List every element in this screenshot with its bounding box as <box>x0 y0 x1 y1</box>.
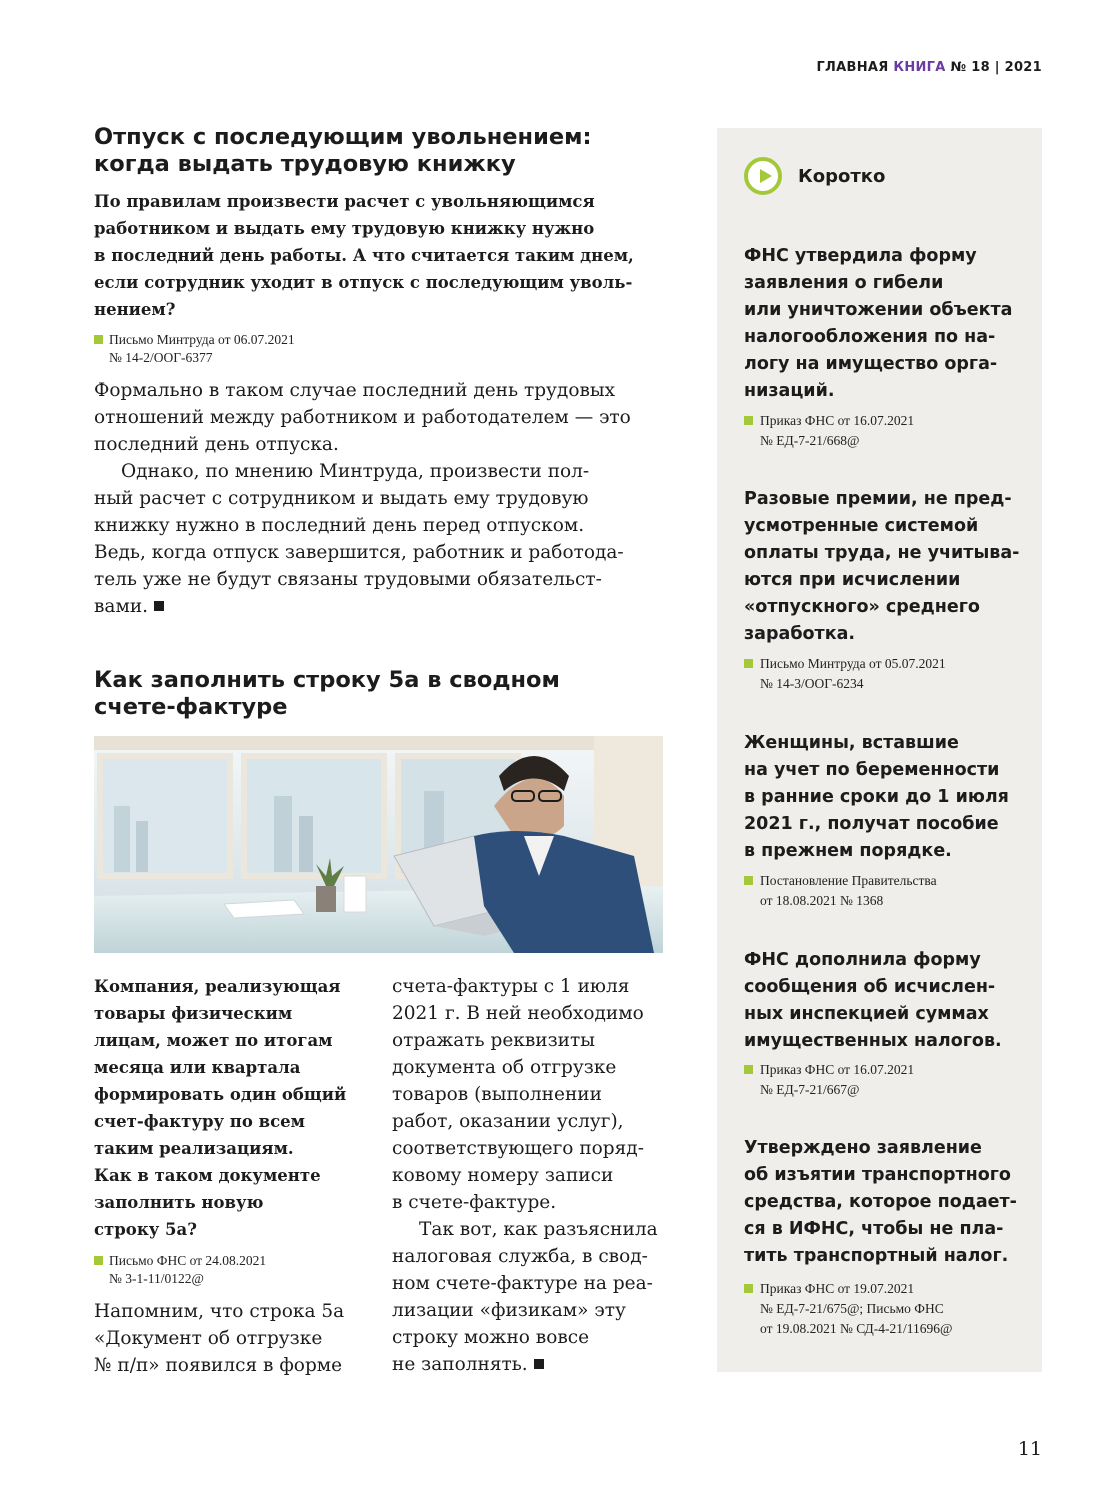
article2-source <box>94 1252 364 1288</box>
source-line: от 19.08.2021 № СД-4-21/11696@ <box>760 1321 953 1336</box>
body-line: тель уже не будут связаны трудовыми обязательст- <box>94 569 602 590</box>
headline-line: сообщения об исчислен- <box>744 977 996 997</box>
headline-line: тить транспортный налог. <box>744 1246 1009 1266</box>
lead-line: в последний день работы. А что считается таким днем, <box>94 246 634 265</box>
lead-line: Компания, реализующая <box>94 977 341 996</box>
source-line: № 3-1-11/0122@ <box>109 1271 204 1286</box>
body-line: Ведь, когда отпуск завершится, работник и работода- <box>94 542 624 563</box>
article2-body-col1 <box>94 1298 374 1379</box>
headline-line: Разовые премии, не пред- <box>744 489 1012 509</box>
issue-number: № 18 | 2021 <box>950 60 1042 75</box>
sidebar-title-label: Коротко <box>798 165 886 187</box>
article2-lead <box>94 973 364 1243</box>
body-line: лизации «физикам» эту <box>392 1300 626 1321</box>
source-line: № 14-3/ООГ-6234 <box>760 676 864 691</box>
headline-line: заработка. <box>744 624 856 644</box>
headline-line: на учет по беременности <box>744 760 1000 780</box>
headline-line: средства, которое подает- <box>744 1192 1017 1212</box>
article1-body <box>94 377 664 620</box>
headline-line: ных инспекцией суммах <box>744 1004 989 1024</box>
lead-line: нением? <box>94 300 176 319</box>
article1-title <box>94 124 654 178</box>
body-line: Формально в таком случае последний день трудовых <box>94 380 616 401</box>
headline-line: налогообложения по на- <box>744 327 996 347</box>
source-line: № ЕД-7-21/675@; Письмо ФНС <box>760 1301 944 1316</box>
end-mark-icon <box>534 1359 544 1369</box>
source-line: № ЕД-7-21/667@ <box>760 1082 860 1097</box>
magazine-name-accent: КНИГА <box>893 60 946 75</box>
body-line: Так вот, как разъяснила <box>419 1219 658 1240</box>
headline-line: Женщины, вставшие <box>744 733 959 753</box>
lead-line: заполнить новую <box>94 1193 264 1212</box>
body-line: не заполнять. <box>392 1354 528 1375</box>
body-line: налоговая служба, в свод- <box>392 1246 648 1267</box>
sidebar-item-headline <box>744 486 1029 648</box>
sidebar-item-source <box>744 1060 1029 1100</box>
title-line: Как заполнить строку 5а в сводном <box>94 667 560 693</box>
play-icon <box>744 157 782 195</box>
headline-line: низаций. <box>744 381 835 401</box>
source-line: Приказ ФНС от 16.07.2021 <box>760 1062 915 1077</box>
source-line: Письмо ФНС от 24.08.2021 <box>109 1253 267 1268</box>
source-line: № 14-2/ООГ-6377 <box>109 350 213 365</box>
article2-body-col2 <box>392 973 667 1378</box>
body-line: последний день отпуска. <box>94 434 339 455</box>
sidebar-item-headline <box>744 947 1029 1055</box>
body-line: Однако, по мнению Минтруда, произвести пол- <box>121 461 590 482</box>
body-line: отражать реквизиты <box>392 1030 595 1051</box>
headline-line: заявления о гибели <box>744 273 944 293</box>
sidebar-item-source <box>744 1279 1029 1339</box>
sidebar-item-headline <box>744 1135 1029 1270</box>
sidebar-item-source <box>744 871 1029 911</box>
headline-line: в прежнем порядке. <box>744 841 952 861</box>
body-line: соответствующего поряд- <box>392 1138 644 1159</box>
running-header <box>816 60 1042 75</box>
body-line: ковому номеру записи <box>392 1165 614 1186</box>
article1-source <box>94 331 494 367</box>
source-line: № ЕД-7-21/668@ <box>760 433 860 448</box>
headline-line: в ранние сроки до 1 июля <box>744 787 1009 807</box>
magazine-name: ГЛАВНАЯ <box>816 60 889 75</box>
sidebar-item-source <box>744 654 1029 694</box>
body-line: «Документ об отгрузке <box>94 1328 323 1349</box>
headline-line: оплаты труда, не учитыва- <box>744 543 1020 563</box>
sidebar-item-headline <box>744 243 1029 405</box>
headline-line: «отпускного» среднего <box>744 597 980 617</box>
source-line: Приказ ФНС от 16.07.2021 <box>760 413 915 428</box>
office-photo-illustration <box>94 736 663 953</box>
body-line: документа об отгрузке <box>392 1057 617 1078</box>
headline-line: об изъятии транспортного <box>744 1165 1011 1185</box>
headline-line: логу на имущество орга- <box>744 354 998 374</box>
title-line: Отпуск с последующим увольнением: <box>94 124 592 150</box>
source-line: от 18.08.2021 № 1368 <box>760 893 884 908</box>
headline-line: ФНС дополнила форму <box>744 950 981 970</box>
lead-line: лицам, может по итогам <box>94 1031 333 1050</box>
source-line: Письмо Минтруда от 05.07.2021 <box>760 656 946 671</box>
body-line: книжку нужно в последний день перед отпуском. <box>94 515 585 536</box>
article1-lead <box>94 188 664 323</box>
title-line: когда выдать трудовую книжку <box>94 151 516 177</box>
lead-line: Как в таком документе <box>94 1166 321 1185</box>
body-line: в счете-фактуре. <box>392 1192 557 1213</box>
body-line: Напомним, что строка 5а <box>94 1301 345 1322</box>
body-line: товаров (выполнении <box>392 1084 602 1105</box>
lead-line: если сотрудник уходит в отпуск с последующим уволь- <box>94 273 633 292</box>
headline-line: имущественных налогов. <box>744 1031 1002 1051</box>
headline-line: ФНС утвердила форму <box>744 246 977 266</box>
body-line: № п/п» появился в форме <box>94 1355 343 1376</box>
lead-line: работником и выдать ему трудовую книжку нужно <box>94 219 595 238</box>
lead-line: месяца или квартала <box>94 1058 301 1077</box>
headline-line: усмотренные системой <box>744 516 979 536</box>
body-line: счета-фактуры с 1 июля <box>392 976 630 997</box>
sidebar-title <box>744 157 885 195</box>
body-line: ный расчет с сотрудником и выдать ему трудовую <box>94 488 589 509</box>
source-line: Письмо Минтруда от 06.07.2021 <box>109 332 295 347</box>
article2-title <box>94 667 654 721</box>
source-line: Приказ ФНС от 19.07.2021 <box>760 1281 915 1296</box>
headline-line: ся в ИФНС, чтобы не пла- <box>744 1219 1004 1239</box>
body-line: ном счете-фактуре на реа- <box>392 1273 653 1294</box>
headline-line: 2021 г., получат пособие <box>744 814 999 834</box>
body-line: отношений между работником и работодателем — это <box>94 407 631 428</box>
headline-line: или уничтожении объекта <box>744 300 1013 320</box>
lead-line: счет-фактуру по всем <box>94 1112 305 1131</box>
body-line: работ, оказании услуг), <box>392 1111 624 1132</box>
sidebar-item-headline <box>744 730 1029 865</box>
lead-line: По правилам произвести расчет с увольняющимся <box>94 192 595 211</box>
headline-line: ются при исчислении <box>744 570 961 590</box>
end-mark-icon <box>154 601 164 611</box>
lead-line: формировать один общий <box>94 1085 347 1104</box>
lead-line: строку 5а? <box>94 1220 197 1239</box>
lead-line: товары физическим <box>94 1004 293 1023</box>
body-line: вами. <box>94 596 149 617</box>
body-line: 2021 г. В ней необходимо <box>392 1003 644 1024</box>
title-line: счете-фактуре <box>94 694 288 720</box>
body-line: строку можно вовсе <box>392 1327 590 1348</box>
office-photo <box>94 736 663 953</box>
lead-line: таким реализациям. <box>94 1139 294 1158</box>
source-line: Постановление Правительства <box>760 873 937 888</box>
headline-line: Утверждено заявление <box>744 1138 982 1158</box>
sidebar-item-source <box>744 411 1029 451</box>
page-number: 11 <box>1017 1438 1042 1460</box>
